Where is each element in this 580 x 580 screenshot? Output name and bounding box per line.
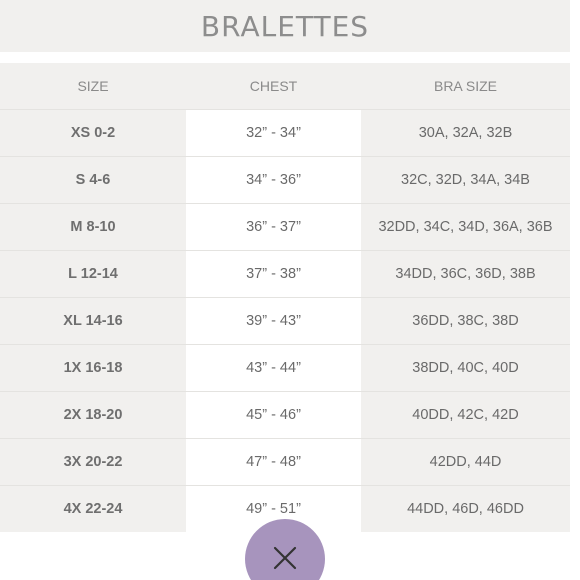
bra-size-cell: 30A, 32A, 32B bbox=[361, 110, 570, 157]
table-row bbox=[0, 439, 570, 486]
close-icon[interactable] bbox=[273, 546, 297, 570]
table-body bbox=[0, 110, 570, 533]
bra-size-cell: 42DD, 44D bbox=[361, 439, 570, 486]
chest-cell: 34” - 36” bbox=[186, 157, 361, 204]
size-cell: M 8-10 bbox=[0, 204, 186, 251]
size-cell: 3X 20-22 bbox=[0, 439, 186, 486]
table-row bbox=[0, 345, 570, 392]
size-cell: 4X 22-24 bbox=[0, 486, 186, 533]
size-cell: XL 14-16 bbox=[0, 298, 186, 345]
bra-size-cell: 32C, 32D, 34A, 34B bbox=[361, 157, 570, 204]
header-bra-size: BRA SIZE bbox=[361, 63, 570, 110]
size-cell: XS 0-2 bbox=[0, 110, 186, 157]
table-row bbox=[0, 298, 570, 345]
chart-title: BRALETTES bbox=[200, 10, 370, 43]
bra-size-cell: 38DD, 40C, 40D bbox=[361, 345, 570, 392]
bra-size-cell: 32DD, 34C, 34D, 36A, 36B bbox=[361, 204, 570, 251]
chest-cell: 43” - 44” bbox=[186, 345, 361, 392]
chest-cell: 45” - 46” bbox=[186, 392, 361, 439]
chest-cell: 32” - 34” bbox=[186, 110, 361, 157]
size-cell: S 4-6 bbox=[0, 157, 186, 204]
chest-cell: 49” - 51” bbox=[186, 486, 361, 533]
bra-size-cell: 44DD, 46D, 46DD bbox=[361, 486, 570, 533]
header-chest: CHEST bbox=[186, 63, 361, 110]
table-row bbox=[0, 110, 570, 157]
size-table-container bbox=[0, 63, 570, 532]
header-size: SIZE bbox=[0, 63, 186, 110]
chest-cell: 37” - 38” bbox=[186, 251, 361, 298]
table-row bbox=[0, 204, 570, 251]
table-header-row bbox=[0, 63, 570, 110]
size-cell: 1X 16-18 bbox=[0, 345, 186, 392]
bra-size-cell: 40DD, 42C, 42D bbox=[361, 392, 570, 439]
chest-cell: 36” - 37” bbox=[186, 204, 361, 251]
table-row bbox=[0, 251, 570, 298]
table-row bbox=[0, 392, 570, 439]
bra-size-cell: 34DD, 36C, 36D, 38B bbox=[361, 251, 570, 298]
table-row bbox=[0, 157, 570, 204]
chest-cell: 39” - 43” bbox=[186, 298, 361, 345]
bra-size-cell: 36DD, 38C, 38D bbox=[361, 298, 570, 345]
size-table bbox=[0, 63, 570, 532]
chest-cell: 47” - 48” bbox=[186, 439, 361, 486]
size-cell: L 12-14 bbox=[0, 251, 186, 298]
size-cell: 2X 18-20 bbox=[0, 392, 186, 439]
